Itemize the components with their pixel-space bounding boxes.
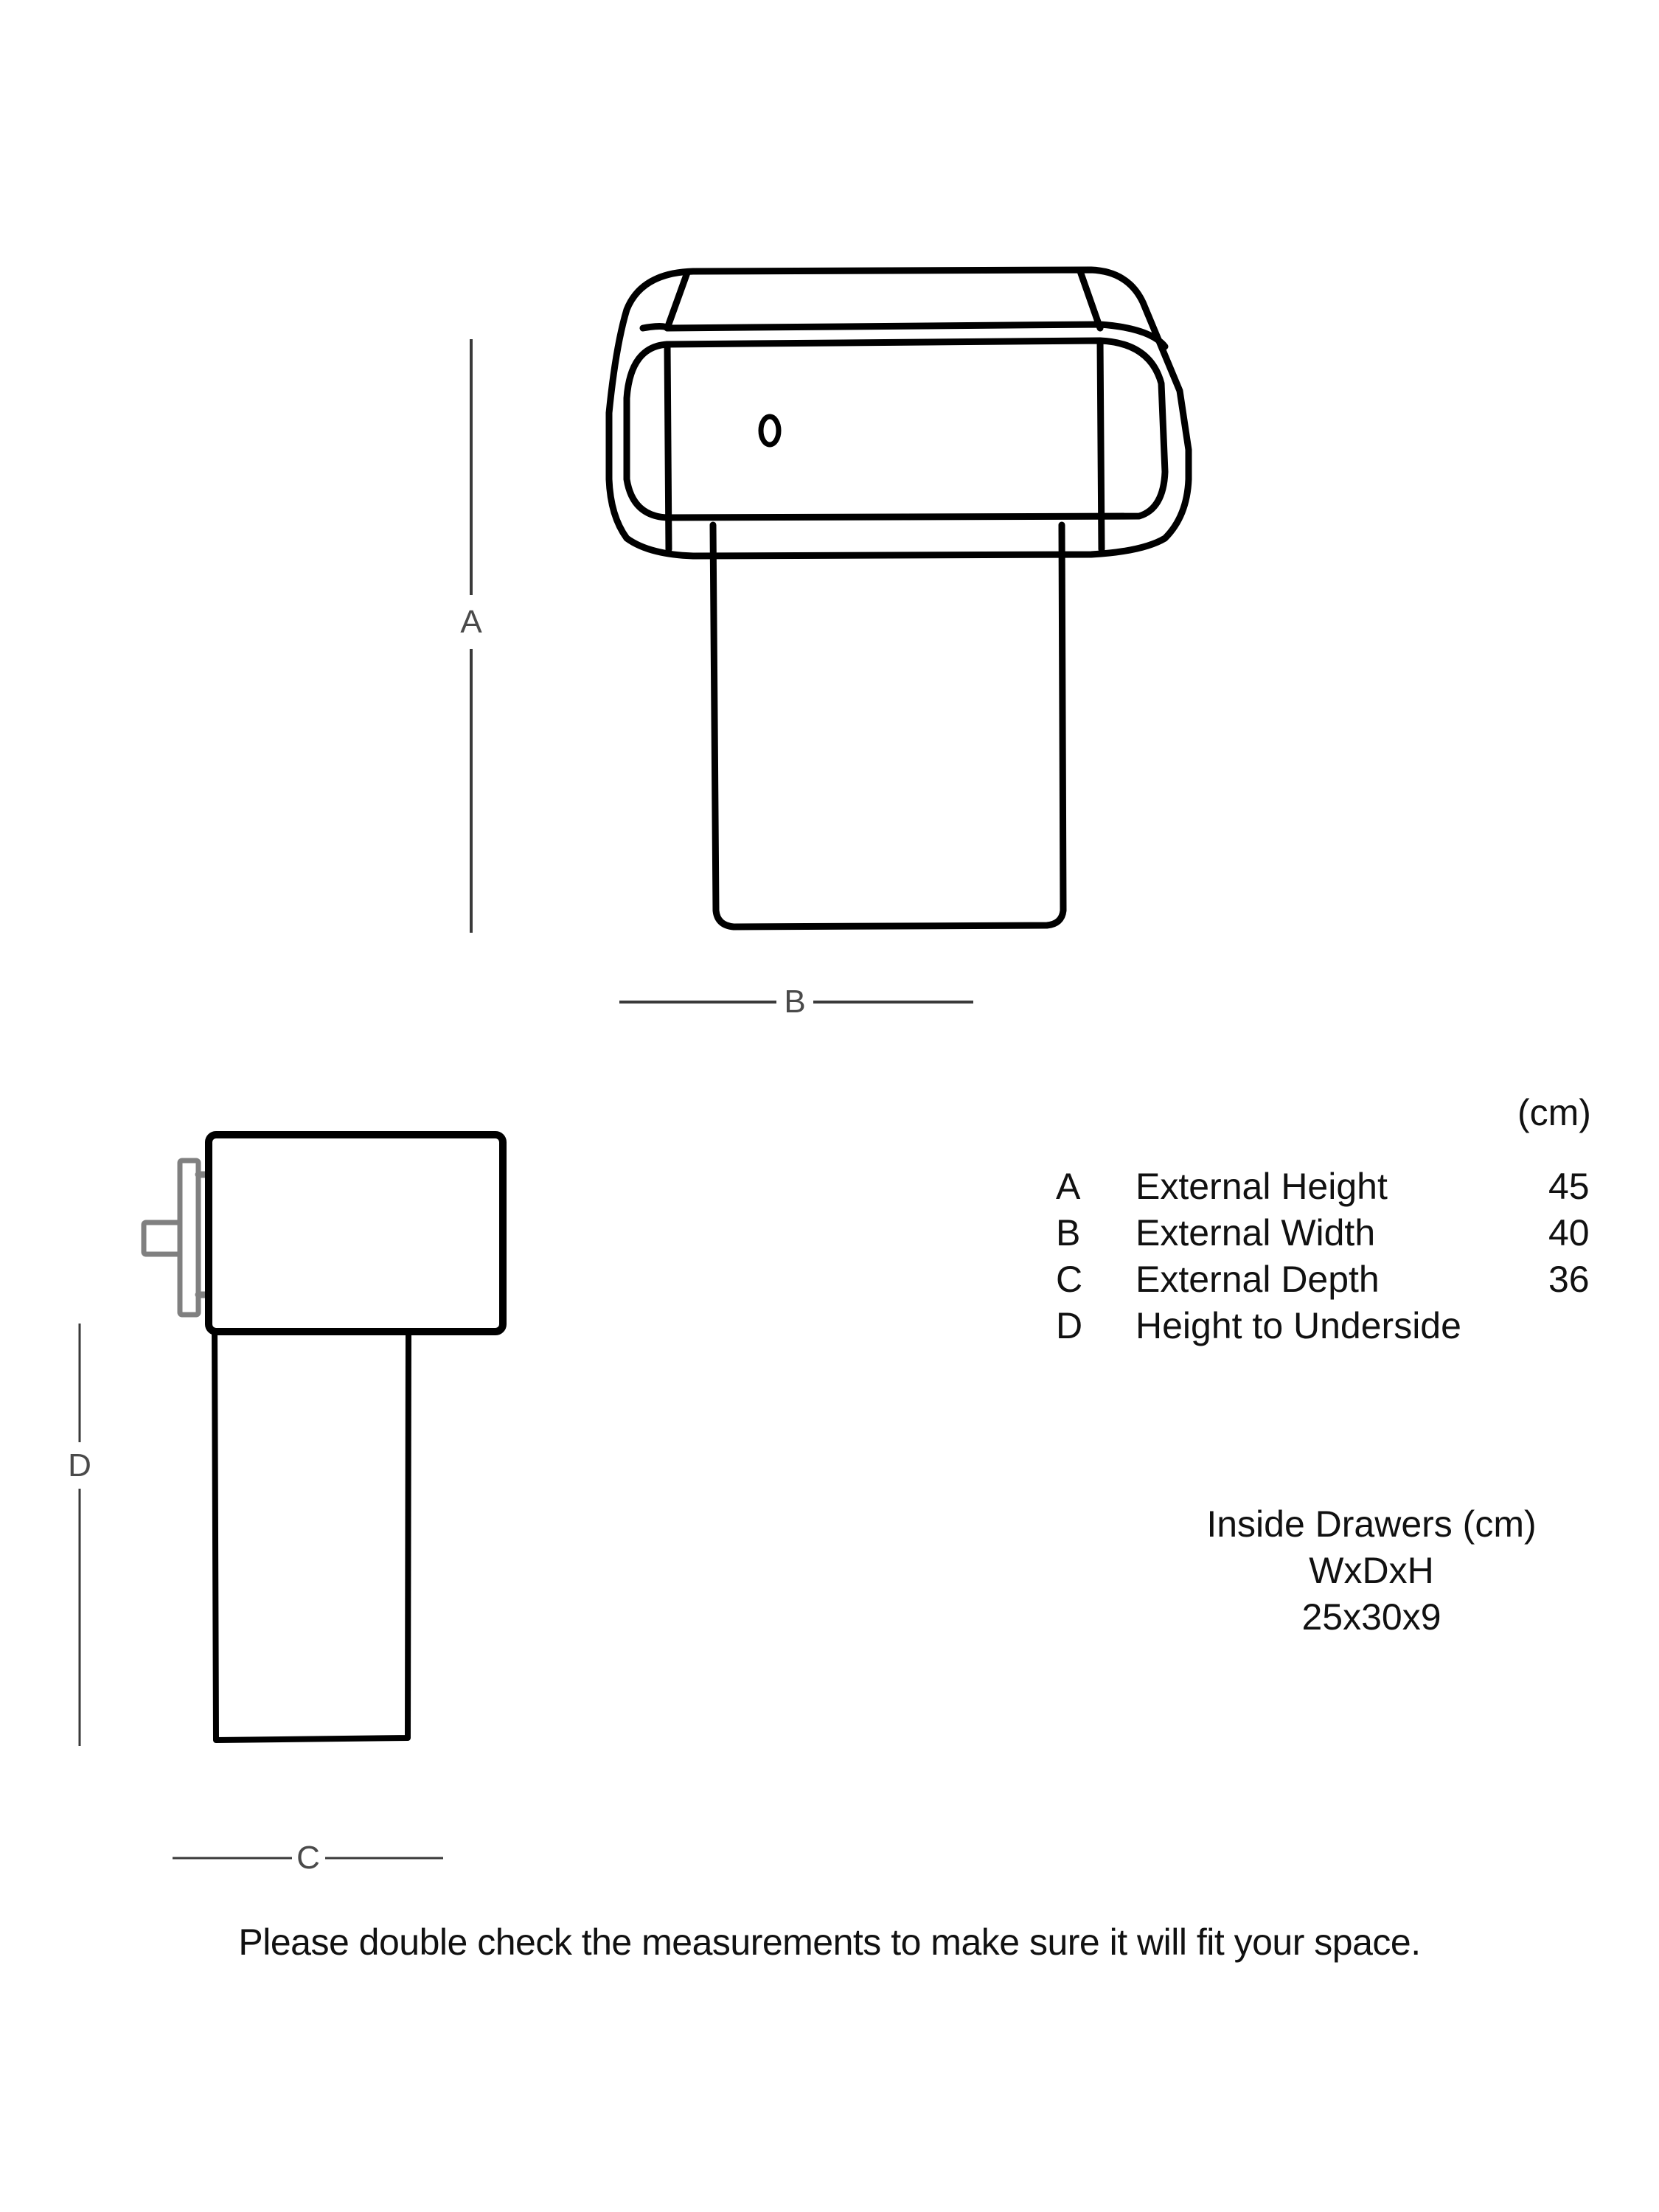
row-value: 36 — [1548, 1259, 1590, 1300]
inside-drawers-block — [1202, 1501, 1541, 1641]
top-face-left-edge — [667, 273, 687, 328]
side-top-box — [209, 1135, 503, 1332]
drawer-handle-side — [144, 1161, 208, 1315]
row-key: A — [1056, 1166, 1081, 1207]
front-pedestal — [713, 525, 1063, 927]
row-key: B — [1056, 1212, 1081, 1253]
dimension-label-a: A — [456, 606, 486, 639]
row-value: 40 — [1548, 1212, 1590, 1253]
row-label: External Depth — [1135, 1259, 1380, 1300]
inside-drawers-dimensions: 25x30x9 — [1301, 1596, 1441, 1638]
inner-shell-outline — [627, 341, 1165, 518]
row-value: 45 — [1548, 1166, 1590, 1207]
table-row — [1056, 1256, 1590, 1303]
row-value — [1548, 1303, 1590, 1349]
inner-shell-right-lip — [1100, 341, 1102, 549]
row-key: C — [1056, 1259, 1083, 1300]
footer-note: Please double check the measurements to make sure it will fit your space. — [238, 1921, 1421, 1963]
dimension-label-b: B — [779, 986, 810, 1018]
inside-drawers-title: Inside Drawers (cm) — [1206, 1503, 1537, 1545]
inner-shell-left-lip — [667, 344, 669, 549]
row-label: External Height — [1135, 1166, 1388, 1207]
front-view — [609, 270, 1189, 927]
top-face-right-edge — [1080, 271, 1100, 328]
side-pedestal — [215, 1332, 408, 1740]
dimension-label-d: D — [63, 1450, 96, 1482]
dimension-label-c: C — [292, 1842, 324, 1874]
row-label: External Width — [1135, 1212, 1376, 1253]
table-row — [1056, 1164, 1590, 1210]
units-header: (cm) — [1517, 1092, 1591, 1133]
table-row — [1056, 1303, 1590, 1349]
drawer-knob — [761, 417, 779, 445]
row-key: D — [1056, 1305, 1083, 1346]
table-row — [1056, 1210, 1590, 1256]
row-label: Height to Underside — [1135, 1305, 1461, 1346]
dimensions-table — [1056, 1164, 1590, 1349]
inside-drawers-format: WxDxH — [1309, 1550, 1434, 1591]
side-view — [144, 1135, 503, 1740]
